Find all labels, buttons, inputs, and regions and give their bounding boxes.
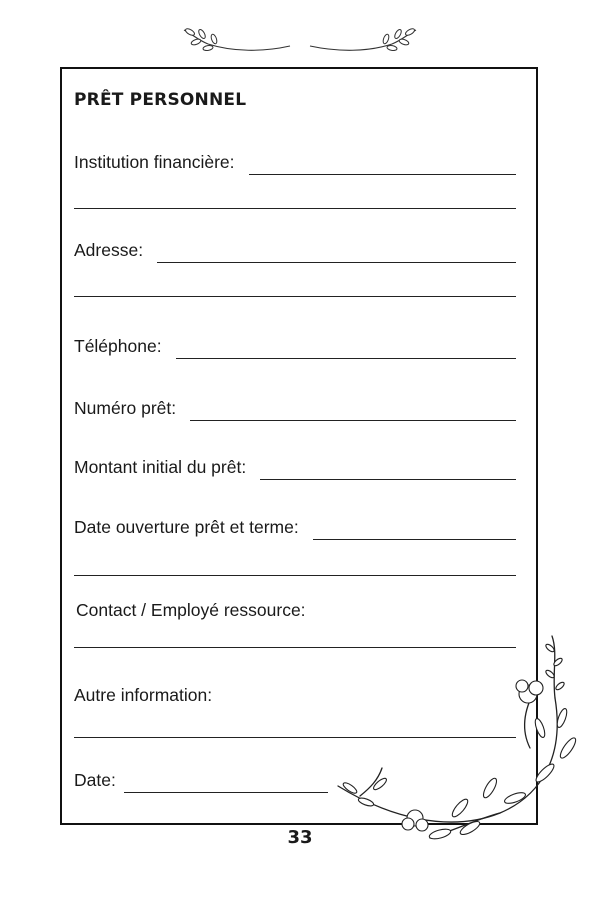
- other-info-label: Autre information:: [74, 685, 213, 705]
- phone-field[interactable]: [176, 357, 516, 359]
- laurel-branch-icon: [178, 22, 422, 56]
- address-row: [74, 240, 516, 263]
- form-title: PRÊT PERSONNEL: [74, 90, 247, 110]
- contact-label: Contact / Employé ressource:: [76, 600, 306, 620]
- opening-term-field-line-2[interactable]: [74, 575, 516, 576]
- date-field[interactable]: [124, 791, 328, 793]
- loan-number-row: [74, 398, 516, 421]
- phone-label: Téléphone:: [74, 336, 162, 356]
- date-row: [74, 770, 328, 793]
- initial-amount-row: [74, 457, 516, 480]
- address-field[interactable]: [157, 261, 516, 263]
- page-number: 33: [287, 827, 313, 848]
- opening-term-field[interactable]: [313, 538, 516, 540]
- address-field-line-2[interactable]: [74, 296, 516, 297]
- institution-field[interactable]: [249, 173, 516, 175]
- address-label: Adresse:: [74, 240, 144, 260]
- institution-field-line-2[interactable]: [74, 208, 516, 209]
- contact-row: [76, 600, 518, 623]
- loan-number-field[interactable]: [190, 419, 516, 421]
- institution-label: Institution financière:: [74, 152, 235, 172]
- phone-row: [74, 336, 516, 359]
- opening-term-row: [74, 517, 516, 540]
- opening-term-label: Date ouverture prêt et terme:: [74, 517, 299, 537]
- date-label: Date:: [74, 770, 116, 790]
- initial-amount-label: Montant initial du prêt:: [74, 457, 247, 477]
- loan-number-label: Numéro prêt:: [74, 398, 177, 418]
- initial-amount-field[interactable]: [260, 478, 516, 480]
- institution-row: [74, 152, 516, 175]
